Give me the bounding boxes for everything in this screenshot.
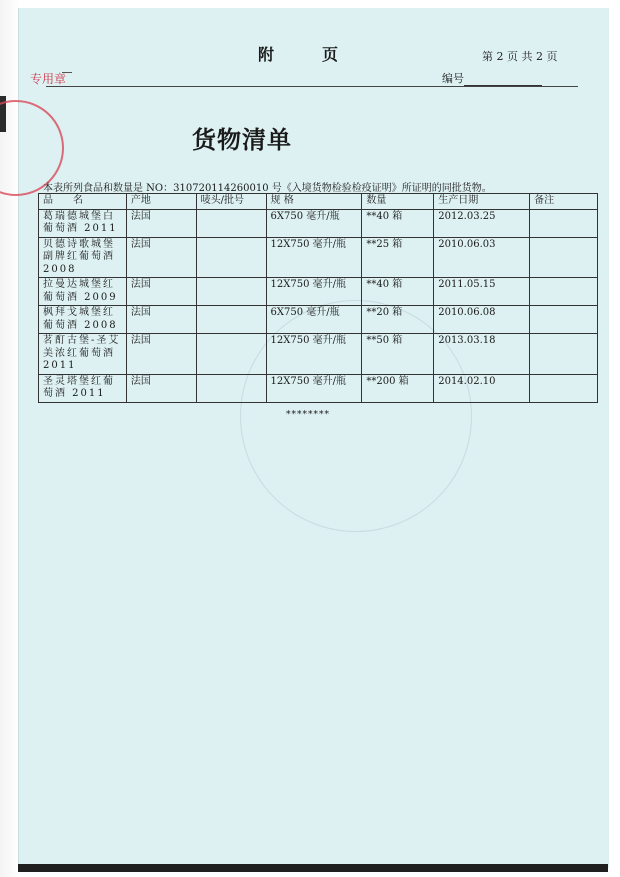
cell-quantity: **40 箱 xyxy=(362,278,434,306)
cell-origin: 法国 xyxy=(126,334,196,375)
table-row xyxy=(39,278,598,306)
margin-dash xyxy=(62,72,72,73)
table-row xyxy=(39,306,598,334)
cell-product-name: 贝德诗歌城堡副牌红葡萄酒 2008 xyxy=(39,237,127,278)
end-of-list-mark: ******** xyxy=(286,410,330,420)
cell-specification: 12X750 毫升/瓶 xyxy=(266,374,362,402)
cell-production-date: 2014.02.10 xyxy=(434,374,530,402)
cell-specification: 12X750 毫升/瓶 xyxy=(266,278,362,306)
header-production-date: 生产日期 xyxy=(434,194,530,210)
cell-product-name: 茗酊古堡-圣艾美浓红葡萄酒 2011 xyxy=(39,334,127,375)
header-rule xyxy=(46,86,578,87)
cell-mark-batch xyxy=(196,334,266,375)
document-number-blank xyxy=(464,75,542,86)
table-row xyxy=(39,334,598,375)
cell-specification: 6X750 毫升/瓶 xyxy=(266,209,362,237)
cell-quantity: **50 箱 xyxy=(362,334,434,375)
header-product-name: 品 名 xyxy=(39,194,127,210)
cell-quantity: **200 箱 xyxy=(362,374,434,402)
cell-product-name: 拉曼达城堡红葡萄酒 2009 xyxy=(39,278,127,306)
cell-product-name: 葛瑞德城堡白葡萄酒 2011 xyxy=(39,209,127,237)
header-remarks: 备注 xyxy=(530,194,598,210)
cell-production-date: 2013.03.18 xyxy=(434,334,530,375)
table-header-row xyxy=(39,194,598,210)
cell-mark-batch xyxy=(196,237,266,278)
document-number-label: 编号 xyxy=(442,72,464,85)
cell-origin: 法国 xyxy=(126,374,196,402)
cell-quantity: **40 箱 xyxy=(362,209,434,237)
cell-mark-batch xyxy=(196,374,266,402)
cell-specification: 12X750 毫升/瓶 xyxy=(266,334,362,375)
cell-specification: 12X750 毫升/瓶 xyxy=(266,237,362,278)
cell-production-date: 2010.06.08 xyxy=(434,306,530,334)
cell-mark-batch xyxy=(196,306,266,334)
intro-statement: 本表所列食品和数量是 NO：310720114260010 号《入境货物检验检疫证明》所证明的同批货物。 xyxy=(43,183,492,194)
cell-origin: 法国 xyxy=(126,209,196,237)
document-number xyxy=(442,70,542,86)
cell-production-date: 2012.03.25 xyxy=(434,209,530,237)
cell-production-date: 2011.05.15 xyxy=(434,278,530,306)
stamp-label: 专用章 xyxy=(30,72,67,86)
goods-table xyxy=(38,193,598,403)
cell-quantity: **20 箱 xyxy=(362,306,434,334)
cell-specification: 6X750 毫升/瓶 xyxy=(266,306,362,334)
page-header-title: 附页 xyxy=(258,45,387,64)
cell-product-name: 枫拜戈城堡红葡萄酒 2008 xyxy=(39,306,127,334)
header-origin: 产地 xyxy=(126,194,196,210)
cell-quantity: **25 箱 xyxy=(362,237,434,278)
cell-mark-batch xyxy=(196,278,266,306)
table-row xyxy=(39,209,598,237)
cell-origin: 法国 xyxy=(126,306,196,334)
cell-remarks xyxy=(530,374,598,402)
cell-mark-batch xyxy=(196,209,266,237)
cell-origin: 法国 xyxy=(126,237,196,278)
table-row xyxy=(39,237,598,278)
cell-remarks xyxy=(530,237,598,278)
header-quantity: 数量 xyxy=(362,194,434,210)
cell-product-name: 圣灵塔堡红葡萄酒 2011 xyxy=(39,374,127,402)
cell-remarks xyxy=(530,306,598,334)
cell-remarks xyxy=(530,334,598,375)
header-mark-batch: 唛头/批号 xyxy=(196,194,266,210)
table-row xyxy=(39,374,598,402)
cell-origin: 法国 xyxy=(126,278,196,306)
cell-remarks xyxy=(530,278,598,306)
cell-production-date: 2010.06.03 xyxy=(434,237,530,278)
header-specification: 规 格 xyxy=(266,194,362,210)
cell-remarks xyxy=(530,209,598,237)
scan-bottom-edge xyxy=(18,864,608,872)
page-count: 第 2 页 共 2 页 xyxy=(482,50,558,63)
document-title: 货物清单 xyxy=(192,126,292,154)
